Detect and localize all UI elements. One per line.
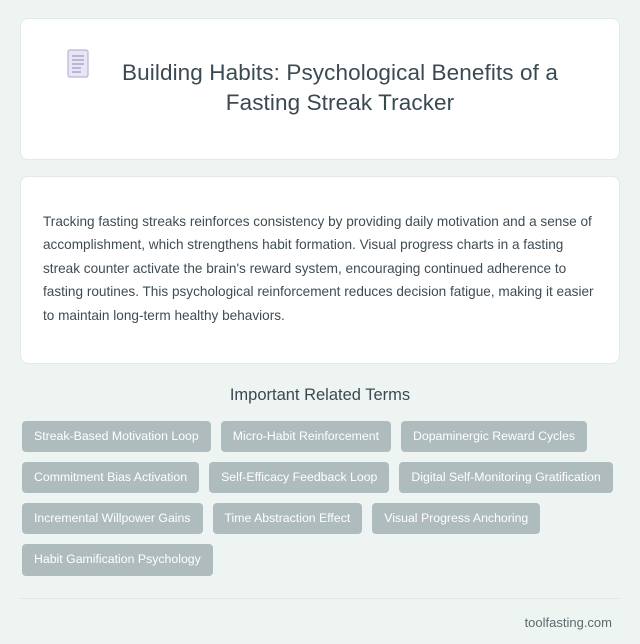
term-tag[interactable]: Time Abstraction Effect bbox=[213, 503, 363, 534]
title-card bbox=[20, 18, 620, 160]
term-tag[interactable]: Dopaminergic Reward Cycles bbox=[401, 421, 587, 452]
title-row bbox=[51, 43, 589, 133]
site-name: toolfasting.com bbox=[524, 614, 612, 630]
related-terms-heading: Important Related Terms bbox=[229, 385, 411, 404]
document-icon bbox=[65, 49, 91, 79]
term-tag[interactable]: Habit Gamification Psychology bbox=[22, 544, 213, 575]
related-terms-list bbox=[20, 421, 620, 576]
term-tag[interactable]: Digital Self-Monitoring Gratification bbox=[399, 462, 612, 493]
term-tag[interactable]: Visual Progress Anchoring bbox=[372, 503, 540, 534]
page-title: Building Habits: Psychological Benefits of a Fasting Streak Tracker bbox=[122, 60, 558, 115]
term-tag[interactable]: Micro-Habit Reinforcement bbox=[221, 421, 391, 452]
summary-card bbox=[20, 176, 620, 364]
term-tag[interactable]: Self-Efficacy Feedback Loop bbox=[209, 462, 389, 493]
term-tag[interactable]: Streak-Based Motivation Loop bbox=[22, 421, 211, 452]
term-tag[interactable]: Commitment Bias Activation bbox=[22, 462, 199, 493]
footer bbox=[20, 598, 620, 644]
term-tag[interactable]: Incremental Willpower Gains bbox=[22, 503, 203, 534]
summary-paragraph: Tracking fasting streaks reinforces consistency by providing daily motivation and a sense of accomplishment, which strengthens habit formation. Visual progress charts in a fasting streak counter activate the brain's reward system, encouraging continued adherence to fasting routines. This psychological reinforcement reduces decision fatigue, making it easier to maintain long-term healthy behaviors. bbox=[43, 214, 594, 323]
